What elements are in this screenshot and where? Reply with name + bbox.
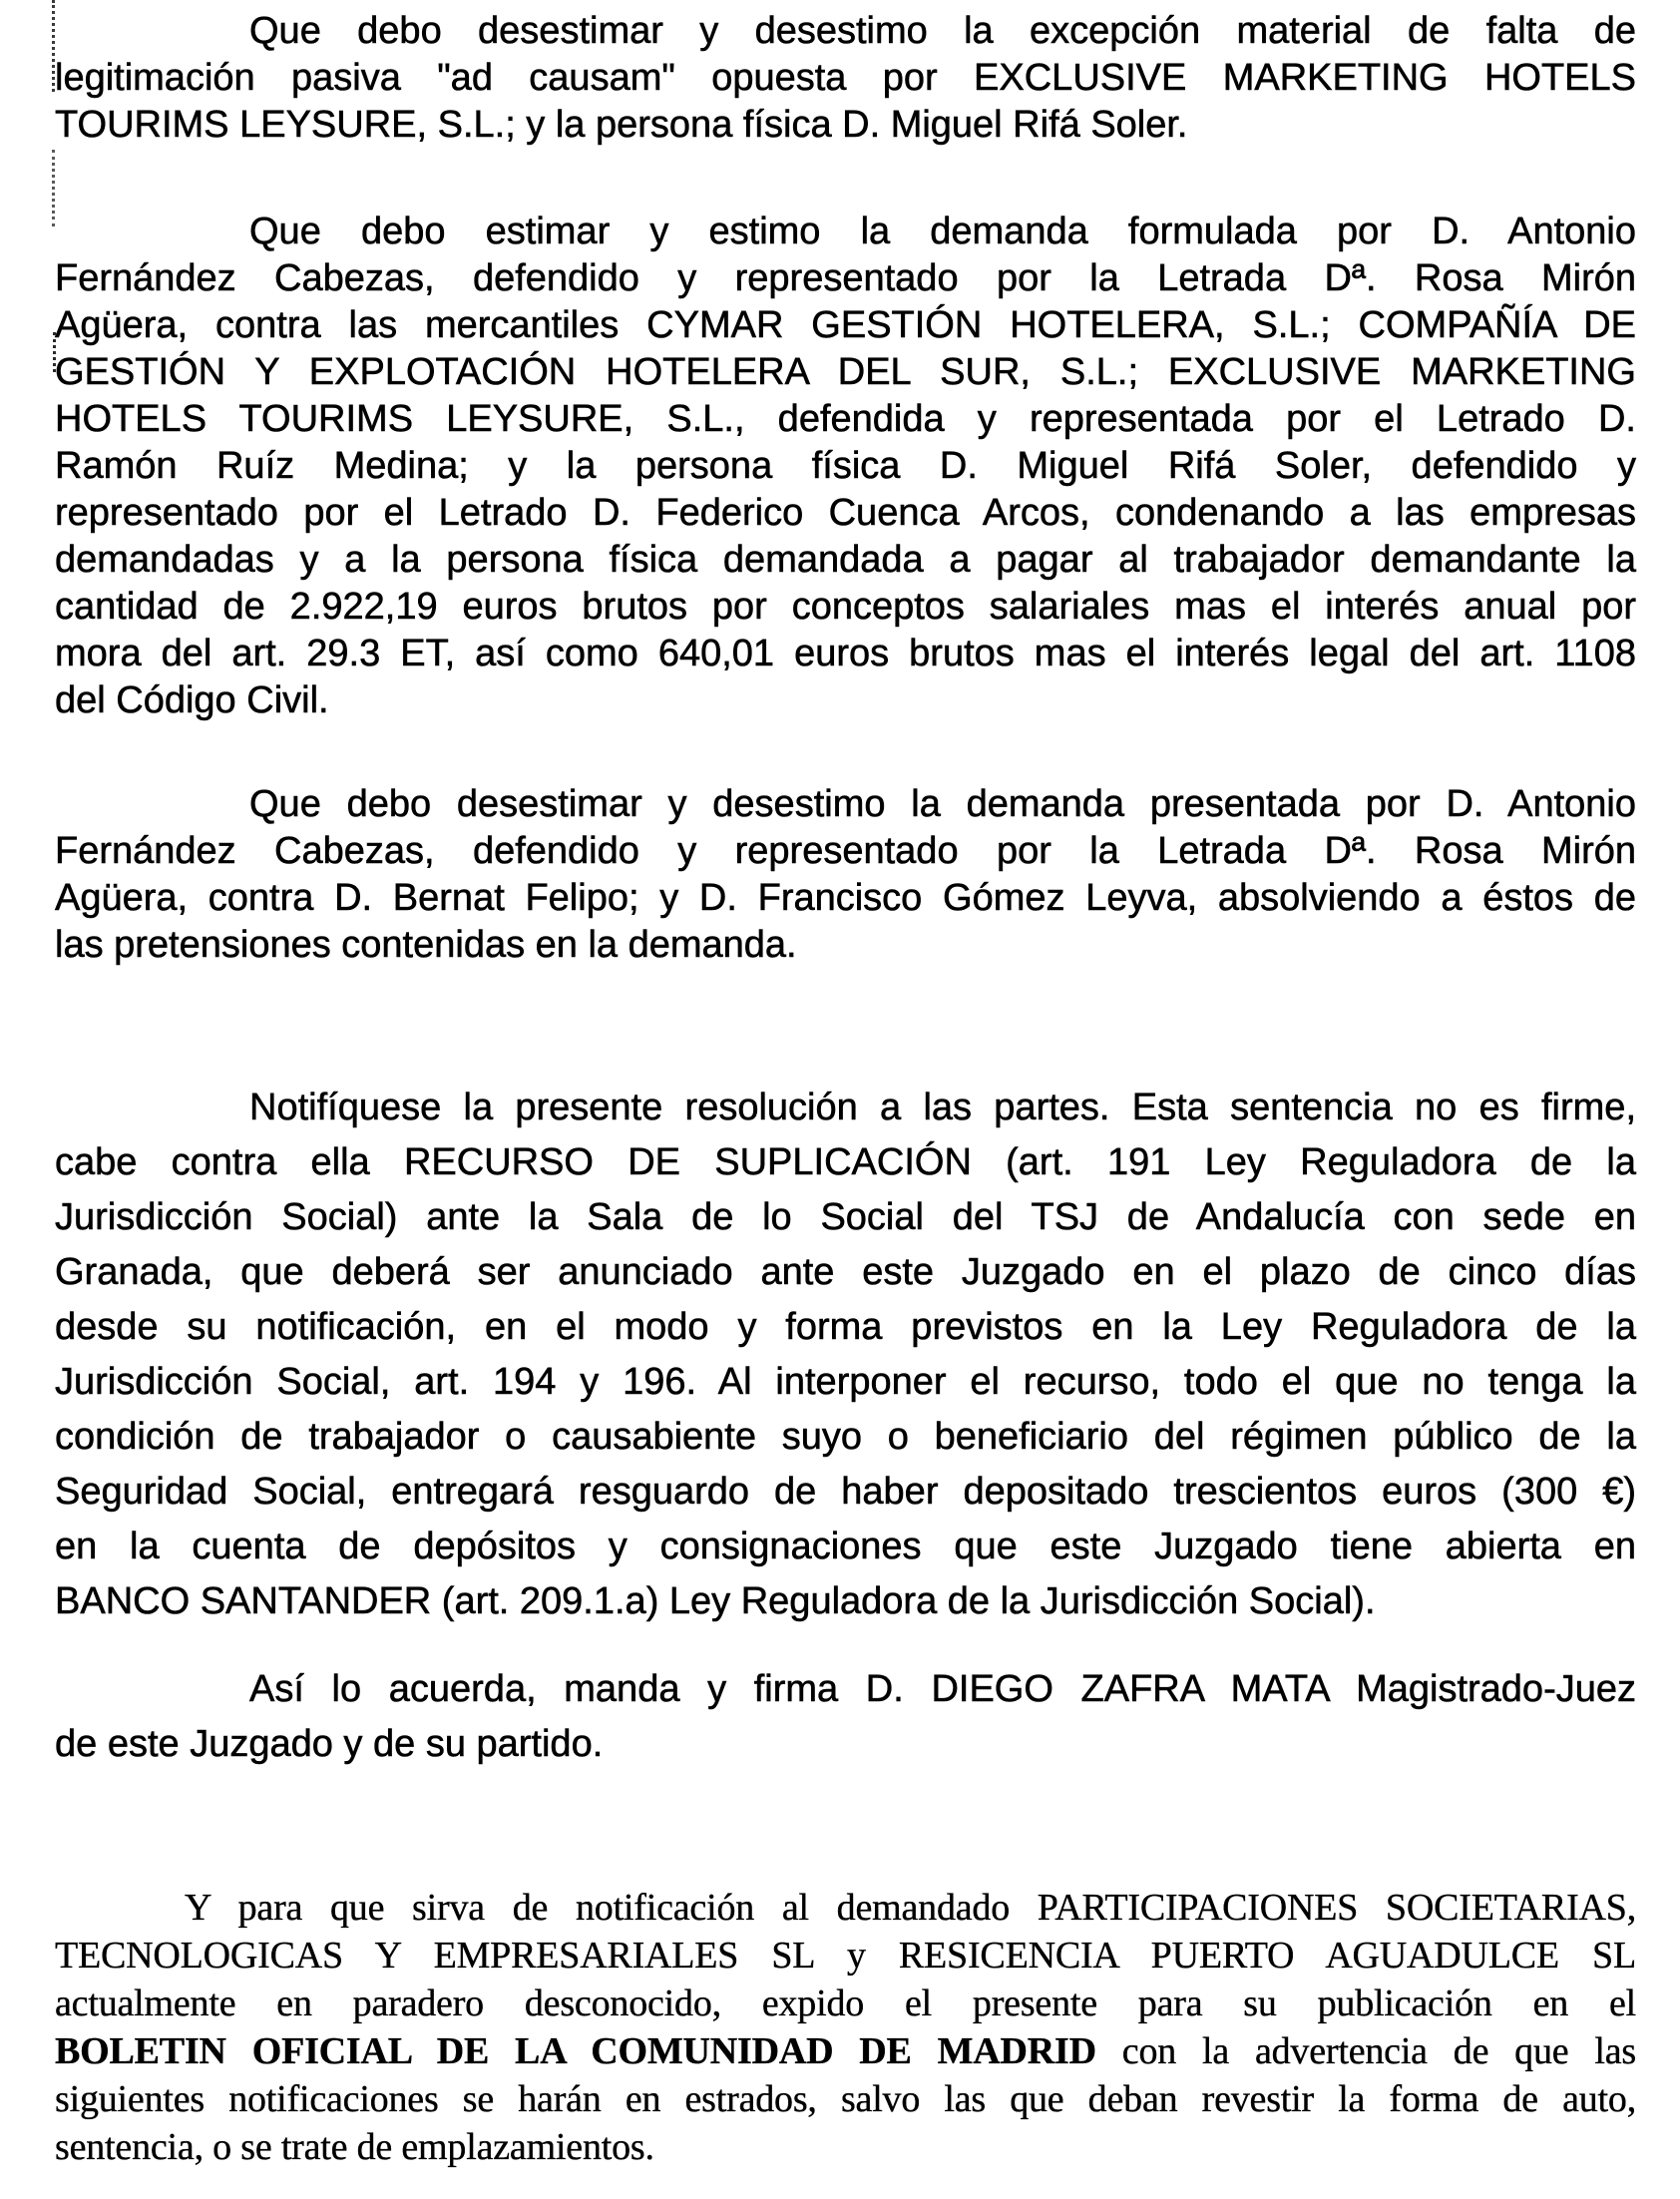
text-segment: de este Juzgado y de su partido. [55, 1723, 604, 1765]
text-segment: desde su notificación, en el modo y forma previstos en la Ley Reguladora de la [55, 1306, 1636, 1348]
text-segment: sentencia, o se trate de emplazamientos. [55, 2126, 654, 2168]
text-segment: siguientes notificaciones se harán en estrados, salvo las que deban revestir la forma de auto, [55, 2078, 1636, 2120]
paragraph [55, 1081, 1636, 1629]
text-line [55, 537, 1636, 584]
text-segment: Que debo desestimar y desestimo la excepción material de falta de [249, 10, 1636, 52]
text-line [55, 922, 1636, 969]
text-segment: representado por el Letrado D. Federico Cuenca Arcos, condenando a las empresas [55, 492, 1636, 534]
paragraph [55, 1884, 1636, 2171]
text-segment: en la cuenta de depósitos y consignaciones que este Juzgado tiene abierta en [55, 1526, 1636, 1567]
text-segment: cantidad de 2.922,19 euros brutos por conceptos salariales mas el interés anual por [55, 586, 1636, 628]
text-line [55, 1410, 1636, 1465]
text-line [55, 631, 1636, 677]
text-segment: cabe contra ella RECURSO DE SUPLICACIÓN (art. 191 Ley Reguladora de la [55, 1141, 1636, 1183]
text-line [55, 1932, 1636, 1979]
text-line [55, 443, 1636, 490]
paragraph [55, 1662, 1636, 1772]
text-line [55, 102, 1636, 149]
text-line [55, 2123, 1636, 2171]
document-page [55, 8, 1636, 2171]
text-line [55, 2075, 1636, 2123]
paragraph [55, 781, 1636, 969]
text-line [55, 1520, 1636, 1574]
text-segment: HOTELS TOURIMS LEYSURE, S.L., defendida y representada por el Letrado D. [55, 398, 1636, 440]
text-segment: Así lo acuerda, manda y firma D. DIEGO ZAFRA MATA Magistrado-Juez [249, 1668, 1636, 1710]
text-segment: Que debo desestimar y desestimo la demanda presentada por D. Antonio [249, 783, 1636, 825]
text-line [55, 1245, 1636, 1300]
text-segment: Seguridad Social, entregará resguardo de haber depositado trescientos euros (300 €) [55, 1471, 1636, 1513]
paragraph [55, 8, 1636, 149]
text-segment: TOURIMS LEYSURE, S.L.; y la persona física D. Miguel Rifá Soler. [55, 104, 1188, 146]
text-line [55, 828, 1636, 875]
text-line [55, 349, 1636, 396]
text-segment: BANCO SANTANDER (art. 209.1.a) Ley Reguladora de la Jurisdicción Social). [55, 1580, 1376, 1622]
text-segment: demandadas y a la persona física demandada a pagar al trabajador demandante la [55, 539, 1636, 581]
text-segment: Notifíquese la presente resolución a las partes. Esta sentencia no es firme, [249, 1087, 1636, 1128]
text-line [55, 490, 1636, 537]
text-segment: Fernández Cabezas, defendido y representado por la Letrada Dª. Rosa Mirón [55, 257, 1636, 299]
text-segment: Agüera, contra las mercantiles CYMAR GESTIÓN HOTELERA, S.L.; COMPAÑÍA DE [55, 304, 1636, 346]
text-line [55, 55, 1636, 102]
text-line [55, 1135, 1636, 1190]
text-line [55, 1979, 1636, 2027]
text-line [55, 1190, 1636, 1245]
text-segment: legitimación pasiva "ad causam" opuesta por EXCLUSIVE MARKETING HOTELS [55, 57, 1636, 99]
text-segment: Fernández Cabezas, defendido y representado por la Letrada Dª. Rosa Mirón [55, 830, 1636, 872]
text-line [55, 677, 1636, 724]
text-line [55, 1465, 1636, 1520]
text-segment: del Código Civil. [55, 679, 329, 721]
text-segment: con la advertencia de que las [1095, 2030, 1636, 2072]
text-line [55, 1717, 1636, 1772]
bold-text: BOLETIN OFICIAL DE LA COMUNIDAD DE MADRID [55, 2030, 1096, 2072]
text-segment: Jurisdicción Social) ante la Sala de lo Social del TSJ de Andalucía con sede en [55, 1196, 1636, 1238]
text-segment: Y para que sirva de notificación al demandado PARTICIPACIONES SOCIETARIAS, [185, 1887, 1636, 1929]
text-segment: mora del art. 29.3 ET, así como 640,01 euros brutos mas el interés legal del art. 1108 [55, 633, 1636, 674]
text-segment: TECNOLOGICAS Y EMPRESARIALES SL y RESICENCIA PUERTO AGUADULCE SL [55, 1935, 1636, 1977]
text-segment: Jurisdicción Social, art. 194 y 196. Al interponer el recurso, todo el que no tenga la [55, 1361, 1636, 1403]
text-line [55, 584, 1636, 631]
text-segment: actualmente en paradero desconocido, expido el presente para su publicación en el [55, 1982, 1636, 2024]
text-line [55, 1884, 1636, 1932]
text-segment: Granada, que deberá ser anunciado ante este Juzgado en el plazo de cinco días [55, 1251, 1636, 1293]
text-line [55, 1574, 1636, 1629]
text-line [55, 209, 1636, 255]
text-segment: condición de trabajador o causabiente suyo o beneficiario del régimen público de la [55, 1416, 1636, 1458]
text-line [55, 255, 1636, 302]
text-line [55, 1355, 1636, 1410]
text-line [55, 2027, 1636, 2075]
text-line [55, 1300, 1636, 1355]
text-line [55, 396, 1636, 443]
paragraph [55, 209, 1636, 724]
text-line [55, 1662, 1636, 1717]
text-segment: las pretensiones contenidas en la demanda. [55, 924, 797, 966]
text-segment: Agüera, contra D. Bernat Felipo; y D. Francisco Gómez Leyva, absolviendo a éstos de [55, 877, 1636, 919]
text-line [55, 875, 1636, 922]
text-segment: Ramón Ruíz Medina; y la persona física D. Miguel Rifá Soler, defendido y [55, 445, 1636, 487]
text-segment: Que debo estimar y estimo la demanda formulada por D. Antonio [249, 211, 1636, 252]
text-segment: GESTIÓN Y EXPLOTACIÓN HOTELERA DEL SUR, S.L.; EXCLUSIVE MARKETING [55, 351, 1636, 393]
text-line [55, 8, 1636, 55]
text-line [55, 1081, 1636, 1135]
text-line [55, 302, 1636, 349]
text-line [55, 781, 1636, 828]
